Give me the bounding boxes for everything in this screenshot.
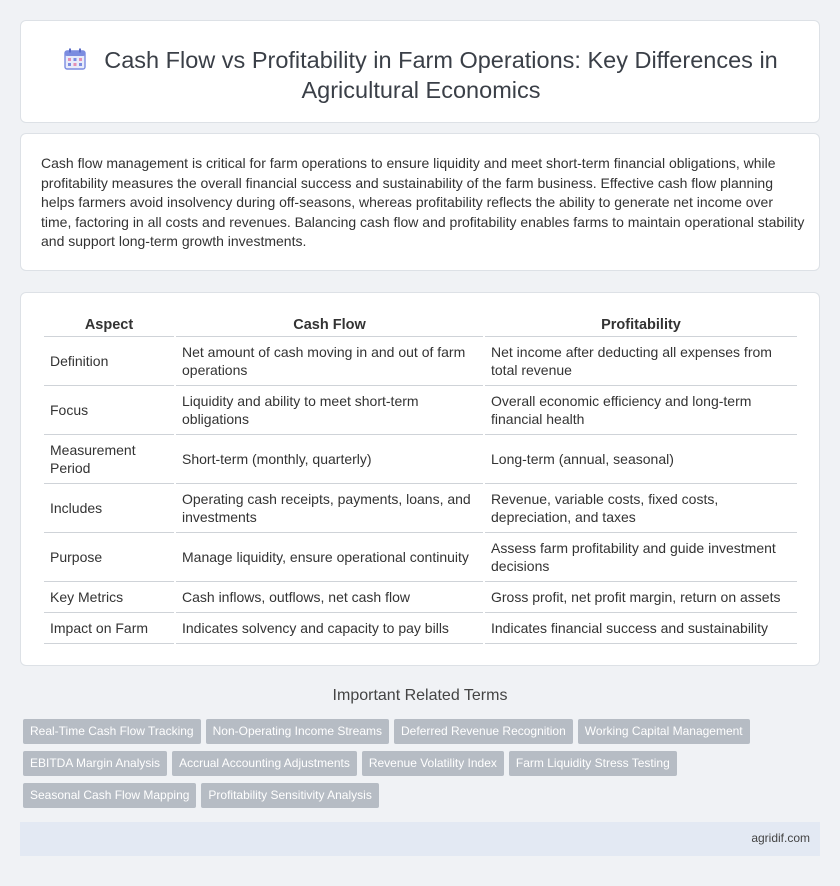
summary-paragraph: Cash flow management is critical for farm operations to ensure liquidity and meet short-term financial obligations, while profitability measures the overall financial success and sustainability of the farm business. Effective cash flow planning helps farmers avoid insolvency during off-seasons, whereas profitability reflects the ability to generate net income over time, factoring in all costs and revenues. Balancing cash flow and profitability enables farms to maintain operational stability and support long-term growth investments. (41, 155, 805, 249)
table-row (44, 386, 797, 435)
related-terms-tags (23, 719, 823, 815)
row-profitability: Revenue, variable costs, fixed costs, depreciation, and taxes (485, 484, 797, 533)
row-profitability: Gross profit, net profit margin, return on assets (485, 582, 797, 613)
tag-row (23, 783, 823, 815)
tag-farm-liquidity-stress-testing[interactable]: Farm Liquidity Stress Testing (509, 751, 677, 776)
row-aspect: Definition (44, 337, 174, 386)
tag-non-operating-income-streams[interactable]: Non-Operating Income Streams (206, 719, 389, 744)
comparison-table-card (20, 292, 820, 666)
footer-site-link[interactable]: agridif.com (751, 831, 810, 845)
row-profitability: Indicates financial success and sustainability (485, 613, 797, 644)
table-row (44, 337, 797, 386)
row-profitability: Net income after deducting all expenses from total revenue (485, 337, 797, 386)
tag-row (23, 719, 823, 751)
row-cash-flow: Net amount of cash moving in and out of farm operations (176, 337, 483, 386)
row-aspect: Focus (44, 386, 174, 435)
row-aspect: Impact on Farm (44, 613, 174, 644)
row-profitability: Overall economic efficiency and long-term financial health (485, 386, 797, 435)
comparison-table (42, 313, 799, 644)
header-profitability: Profitability (485, 313, 797, 337)
tag-ebitda-margin-analysis[interactable]: EBITDA Margin Analysis (23, 751, 167, 776)
calendar-grid-icon (64, 47, 86, 69)
header-cash-flow: Cash Flow (176, 313, 483, 337)
header-card (20, 20, 820, 123)
page-title: Cash Flow vs Profitability in Farm Operations: Key Differences in Agricultural Economics (104, 47, 778, 103)
row-aspect: Measurement Period (44, 435, 174, 484)
tag-deferred-revenue-recognition[interactable]: Deferred Revenue Recognition (394, 719, 573, 744)
row-aspect: Purpose (44, 533, 174, 582)
row-aspect: Key Metrics (44, 582, 174, 613)
tag-revenue-volatility-index[interactable]: Revenue Volatility Index (362, 751, 504, 776)
related-terms-title: Important Related Terms (332, 687, 508, 704)
tag-row (23, 751, 823, 783)
table-row (44, 533, 797, 582)
summary-card (20, 133, 820, 271)
header-aspect: Aspect (44, 313, 174, 337)
table-row (44, 484, 797, 533)
row-cash-flow: Indicates solvency and capacity to pay bills (176, 613, 483, 644)
tag-seasonal-cash-flow-mapping[interactable]: Seasonal Cash Flow Mapping (23, 783, 196, 808)
tag-real-time-cash-flow-tracking[interactable]: Real-Time Cash Flow Tracking (23, 719, 201, 744)
table-row (44, 582, 797, 613)
row-cash-flow: Cash inflows, outflows, net cash flow (176, 582, 483, 613)
footer (20, 822, 820, 856)
row-profitability: Assess farm profitability and guide investment decisions (485, 533, 797, 582)
tag-profitability-sensitivity-analysis[interactable]: Profitability Sensitivity Analysis (201, 783, 378, 808)
row-cash-flow: Liquidity and ability to meet short-term obligations (176, 386, 483, 435)
table-row (44, 435, 797, 484)
row-aspect: Includes (44, 484, 174, 533)
row-profitability: Long-term (annual, seasonal) (485, 435, 797, 484)
row-cash-flow: Operating cash receipts, payments, loans, and investments (176, 484, 483, 533)
page-title-wrap (51, 45, 791, 105)
tag-working-capital-management[interactable]: Working Capital Management (578, 719, 750, 744)
tag-accrual-accounting-adjustments[interactable]: Accrual Accounting Adjustments (172, 751, 357, 776)
row-cash-flow: Short-term (monthly, quarterly) (176, 435, 483, 484)
table-row (44, 613, 797, 644)
table-header-row (44, 313, 797, 337)
row-cash-flow: Manage liquidity, ensure operational continuity (176, 533, 483, 582)
